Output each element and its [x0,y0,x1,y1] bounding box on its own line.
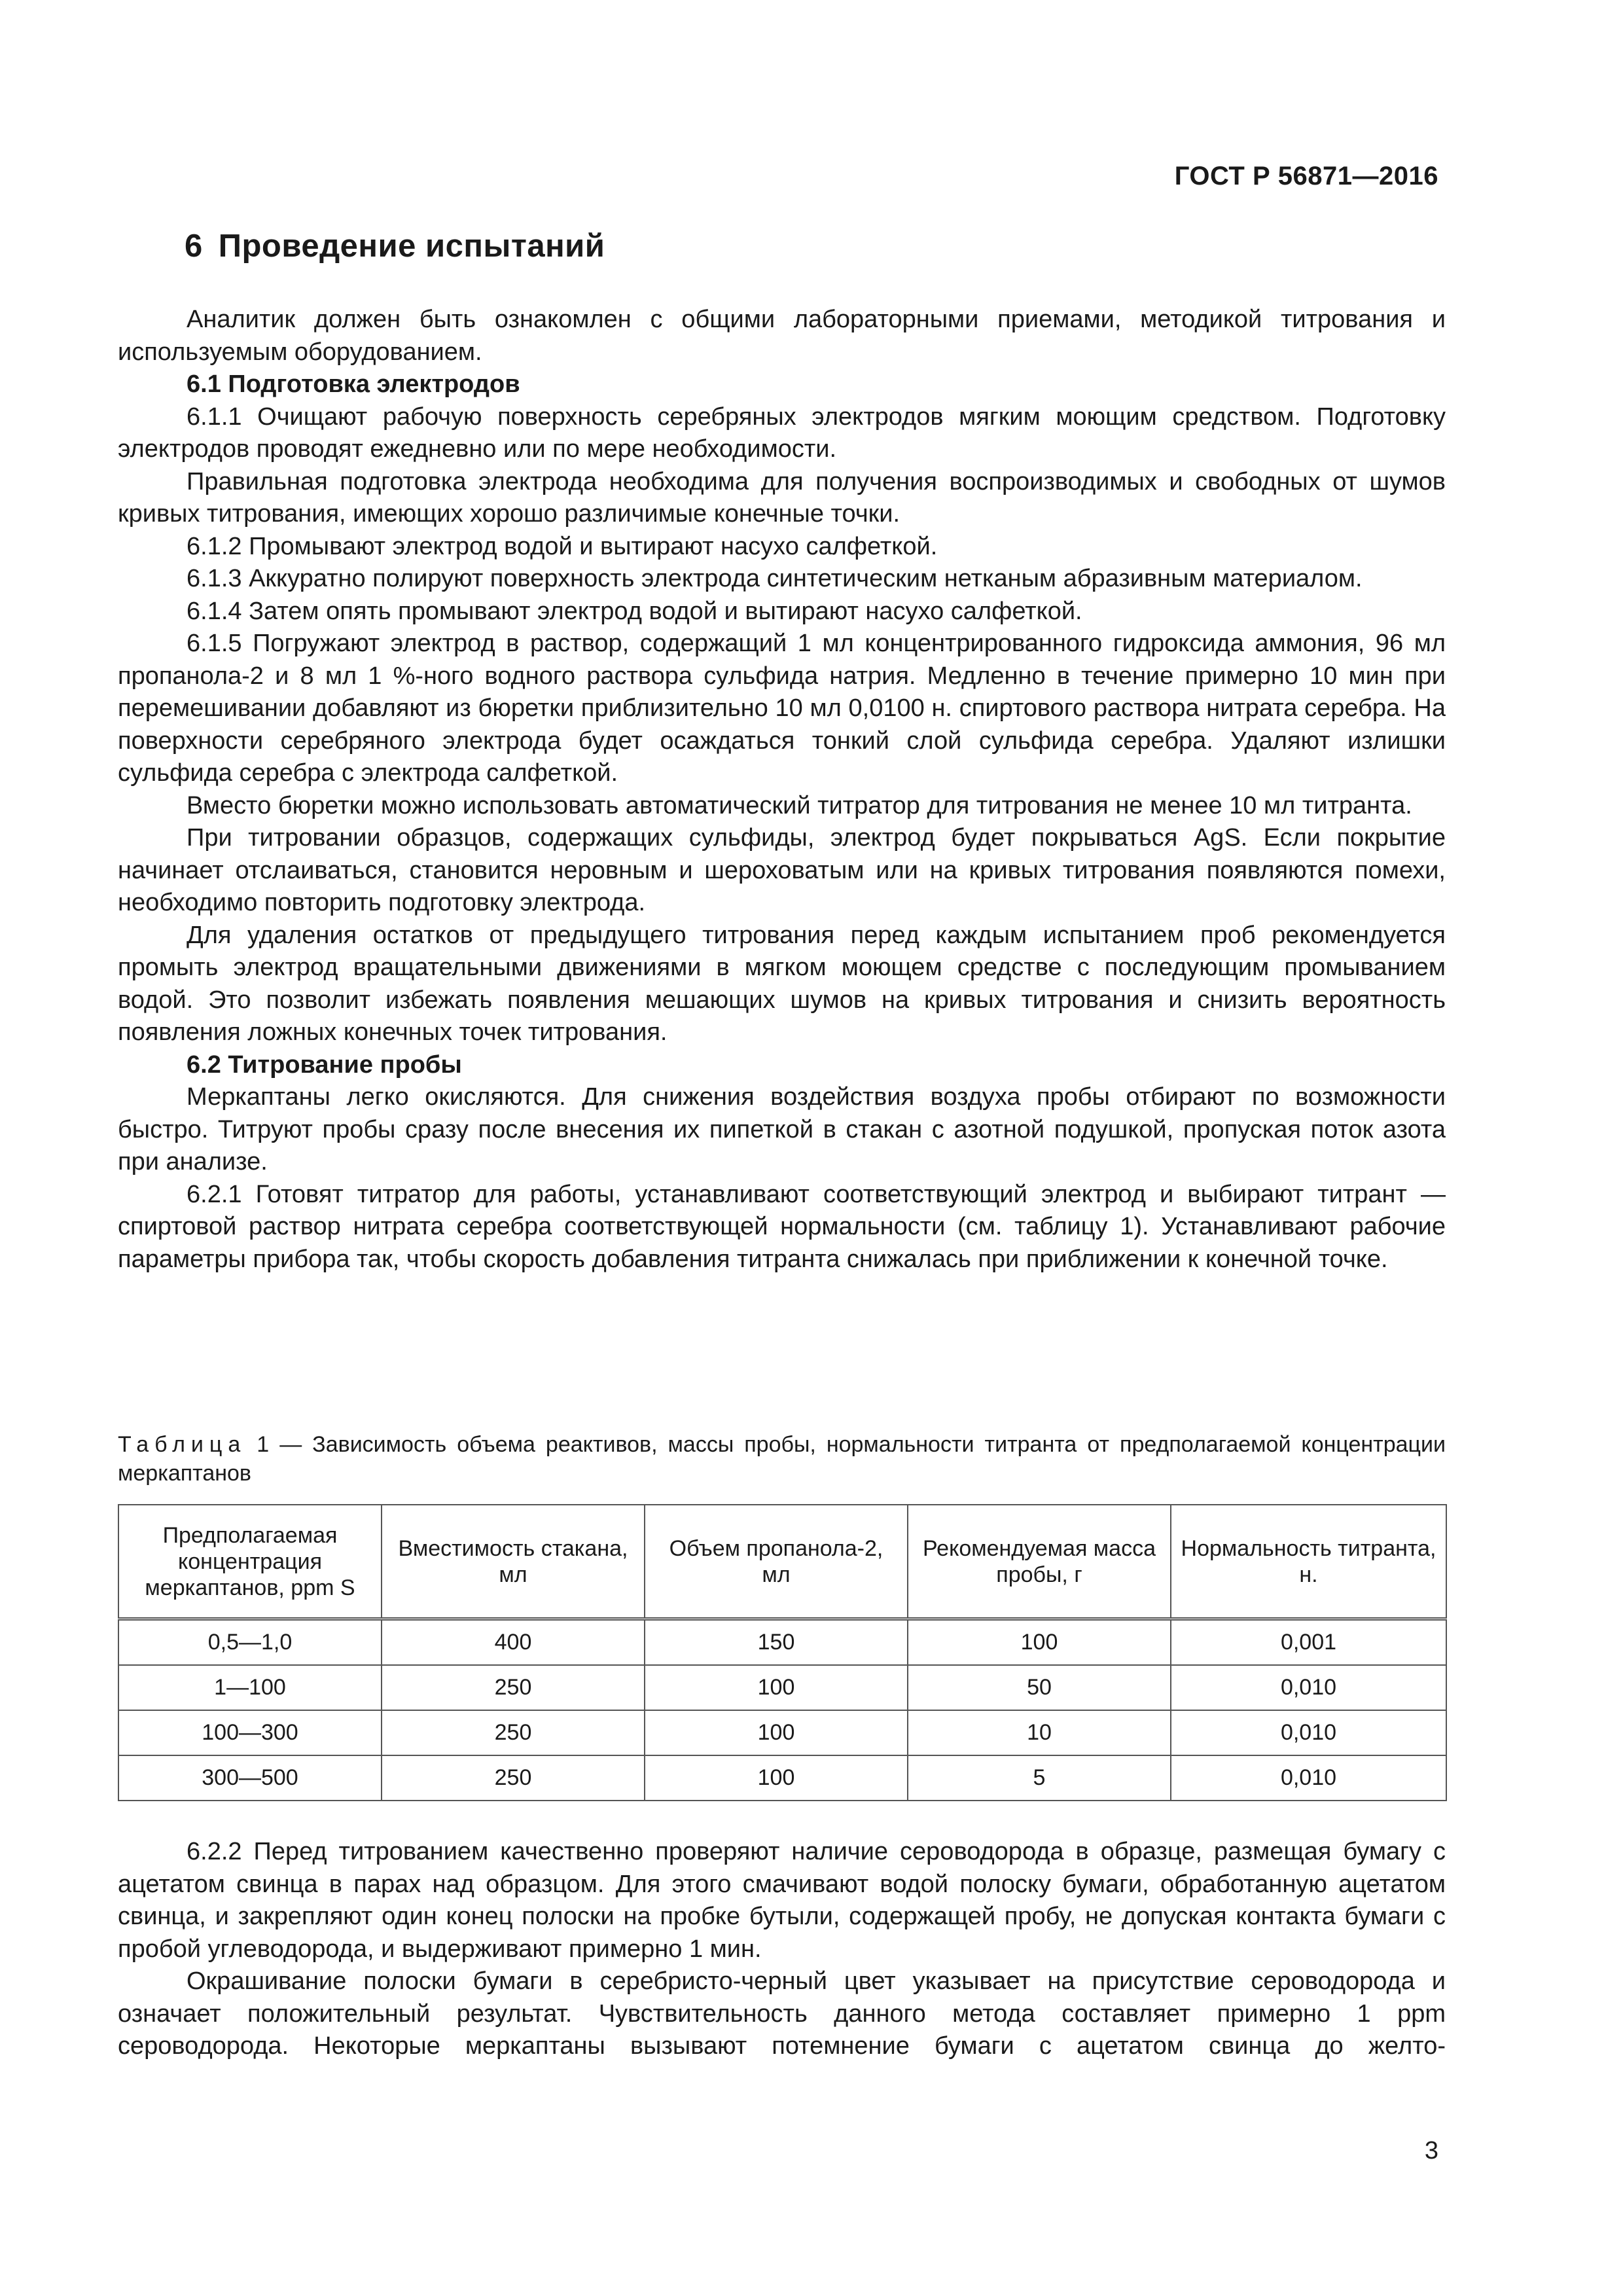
paragraph: 6.2.1 Готовят титратор для работы, устанавливают соответствующий электрод и выбирают титрант — спиртовой раствор нитрата серебра соответствующей нормальности (см. таблицу 1). Устанавливают рабочие параметры прибора так, чтобы скорость добавления титранта снижалась при приближении к конечной точке. [118,1180,1446,1273]
table-cell: 50 [908,1665,1171,1710]
section-title: Проведение испытаний [218,228,605,264]
table-row [118,1619,1446,1666]
table-row [118,1665,1446,1710]
table-cell: 100 [645,1755,908,1801]
paragraph: Для удаления остатков от предыдущего титрования перед каждым испытанием проб рекомендуется промыть электрод вращательными движениями в мягком моющем средстве с последующим промыванием водой. Это позволит избежать появления мешающих шумов на кривых титрования и снизить вероятность появления ложных конечных точек титрования. [118,921,1446,1046]
body-text-upper [118,304,1446,1276]
subsection-heading-6-1: 6.1 Подготовка электродов [187,370,520,398]
section-heading [185,230,605,263]
page-number: 3 [1424,2137,1438,2164]
subsection-heading-6-2: 6.2 Титрование пробы [187,1050,462,1079]
table-cell: 10 [908,1710,1171,1755]
table-row [118,1710,1446,1755]
table-cell: 100 [645,1710,908,1755]
table-cell: 0,010 [1171,1755,1446,1801]
paragraph: Аналитик должен быть ознакомлен с общими лабораторными приемами, методикой титрования и используемым оборудованием. [118,306,1446,366]
table-cell: 250 [382,1665,645,1710]
table-cell: 5 [908,1755,1171,1801]
table-row [118,1755,1446,1801]
table-cell: 0,001 [1171,1619,1446,1666]
table-cell: 1—100 [118,1665,382,1710]
table-cell: 250 [382,1710,645,1755]
paragraph: 6.1.2 Промывают электрод водой и вытирают насухо салфеткой. [187,532,938,560]
column-header: Нормальность титранта, н. [1171,1505,1446,1619]
paragraph: Вместо бюретки можно использовать автоматический титратор для титрования не менее 10 мл титранта. [187,791,1412,819]
table-cell: 250 [382,1755,645,1801]
section-number: 6 [185,228,203,264]
table-cell: 300—500 [118,1755,382,1801]
paragraph: Меркаптаны легко окисляются. Для снижения воздействия воздуха пробы отбирают по возможности быстро. Титруют пробы сразу после внесения их пипеткой в стакан с азотной подушкой, пропуская поток азота при анализе. [118,1083,1446,1175]
paragraph: 6.1.4 Затем опять промывают электрод водой и вытирают насухо салфеткой. [187,597,1082,625]
paragraph: 6.1.3 Аккуратно полируют поверхность электрода синтетическим нетканым абразивным материалом. [187,565,1363,592]
paragraph: 6.1.1 Очищают рабочую поверхность серебряных электродов мягким моющим средством. Подготовку электродов проводят ежедневно или по мере необходимости. [118,403,1446,463]
document-identifier: ГОСТ Р 56871—2016 [1174,162,1438,190]
table-cell: 0,010 [1171,1710,1446,1755]
paragraph: 6.2.2 Перед титрованием качественно проверяют наличие сероводорода в образце, размещая бумагу с ацетатом свинца в парах над образцом. Для этого смачивают водой полоску бумаги, обработанную ацетатом свинца, и закрепляют один конец полоски на пробке бутыли, содержащей пробу, не допуская контакта бумаги с пробой углеводорода, и выдерживают примерно 1 мин. [118,1838,1446,1963]
table-cell: 0,010 [1171,1665,1446,1710]
column-header: Предполагаемая концентрация меркаптанов, ppm S [118,1505,382,1619]
paragraph: 6.1.5 Погружают электрод в раствор, содержащий 1 мл концентрированного гидроксида аммония, 96 мл пропанола-2 и 8 мл 1 %-ного водного раствора сульфида натрия. Медленно в течение примерно 10 мин при перемешивании добавляют из бюретки приблизительно 10 мл 0,0100 н. спиртового раствора нитрата серебра. На поверхности серебряного электрода будет осаждаться тонкий слой сульфида серебра. Удаляют излишки сульфида серебра с электрода салфеткой. [118,630,1446,787]
paragraph: Правильная подготовка электрода необходима для получения воспроизводимых и свободных от шумов кривых титрования, имеющих хорошо различимые конечные точки. [118,467,1446,528]
body-text-lower [118,1836,1446,2063]
column-header: Объем пропанола-2, мл [645,1505,908,1619]
table-header-row [118,1505,1446,1619]
column-header: Рекомендуемая масса пробы, г [908,1505,1171,1619]
table-caption [118,1430,1446,1488]
column-header: Вместимость стакана, мл [382,1505,645,1619]
paragraph: При титровании образцов, содержащих сульфиды, электрод будет покрываться AgS. Если покрытие начинает отслаиваться, становится неровным и шероховатым или на кривых титрования появляются помехи, необходимо повторить подготовку электрода. [118,824,1446,916]
table-cell: 0,5—1,0 [118,1619,382,1666]
table-cell: 400 [382,1619,645,1666]
table-cell: 100 [645,1665,908,1710]
table-caption-text: 1 — Зависимость объема реактивов, массы пробы, нормальности титранта от предполагаемой концентрации меркаптанов [118,1432,1446,1486]
table-caption-label: Таблица [118,1432,247,1457]
table-cell: 150 [645,1619,908,1666]
table-cell: 100 [908,1619,1171,1666]
table-1 [118,1504,1447,1801]
paragraph: Окрашивание полоски бумаги в серебристо-черный цвет указывает на присутствие сероводорода и означает положительный результат. Чувствительность данного метода составляет примерно 1 ppm сероводорода. Некоторые меркаптаны вызывают потемнение бумаги с ацетатом свинца до желто- [118,1967,1446,2060]
table-cell: 100—300 [118,1710,382,1755]
